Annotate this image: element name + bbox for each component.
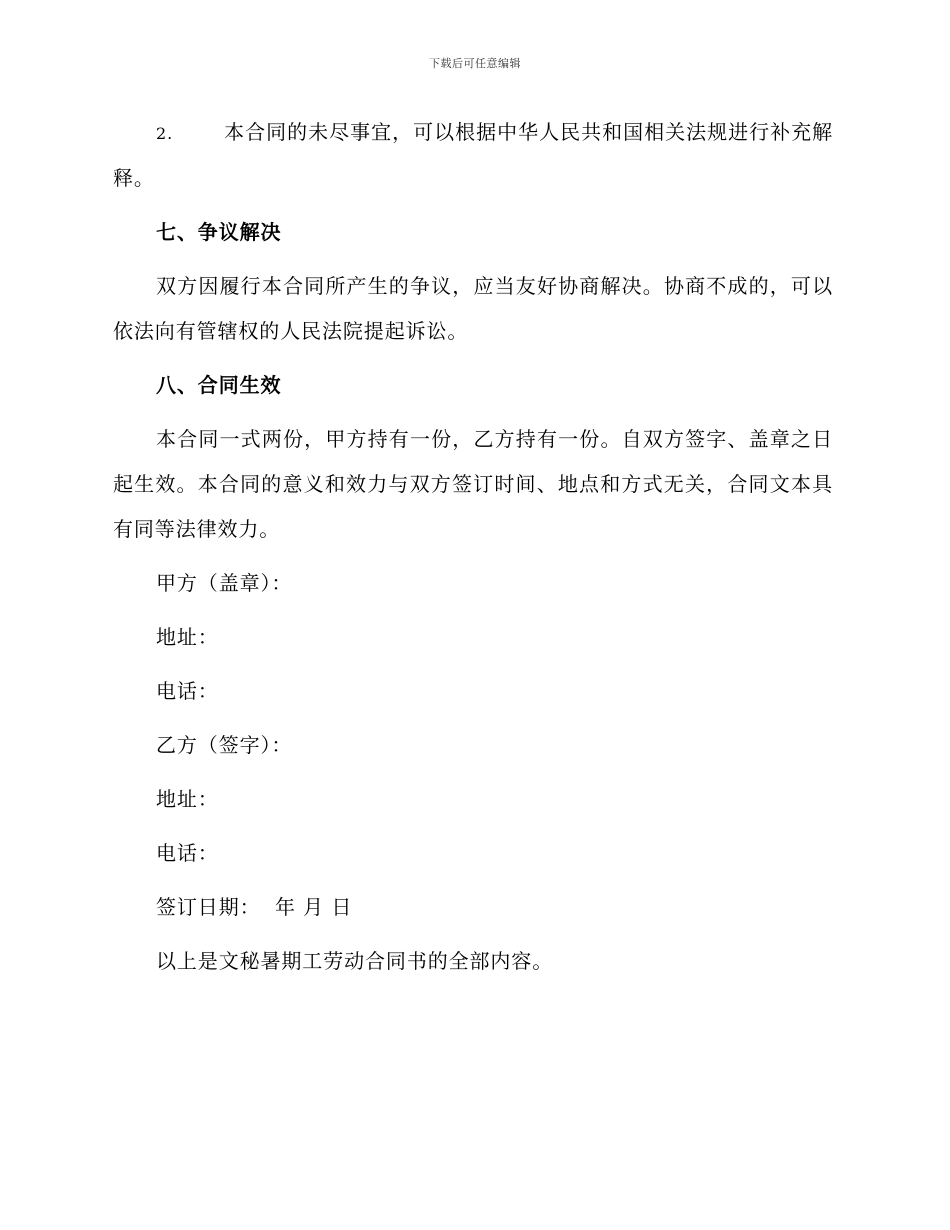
header-note: 下载后可任意编辑 xyxy=(429,57,521,70)
party-b-phone-line: 电话： xyxy=(156,841,219,865)
party-a-seal-line: 甲方（盖章）： xyxy=(156,571,293,595)
section-7-text: 双方因履行本合同所产生的争议，应当友好协商解决。协商不成的，可以依法向有管辖权的人民法院提起诉讼。 xyxy=(113,274,833,343)
section-8-text: 本合同一式两份，甲方持有一份，乙方持有一份。自双方签字、盖章之日起生效。本合同的意义和效力与双方签订时间、地点和方式无关，合同文本具有同等法律效力。 xyxy=(113,427,833,541)
section-8-heading: 八、合同生效 xyxy=(156,373,282,397)
section-7-heading: 七、争议解决 xyxy=(156,220,282,244)
clause-2-text: 本合同的未尽事宜，可以根据中华人民共和国相关法规进行补充解释。 xyxy=(113,120,833,190)
clause-2-number: 2. xyxy=(156,124,174,143)
party-b-address-line: 地址： xyxy=(156,787,219,811)
clause-2 xyxy=(113,110,833,201)
party-b-signature-line: 乙方（签字）： xyxy=(156,733,293,757)
party-a-address-line: 地址： xyxy=(156,625,219,649)
closing-text: 以上是文秘暑期工劳动合同书的全部内容。 xyxy=(156,949,554,973)
party-a-phone-line: 电话： xyxy=(156,679,219,703)
document-body xyxy=(113,110,833,984)
sign-date-line: 签订日期： 年 月 日 xyxy=(156,895,353,919)
